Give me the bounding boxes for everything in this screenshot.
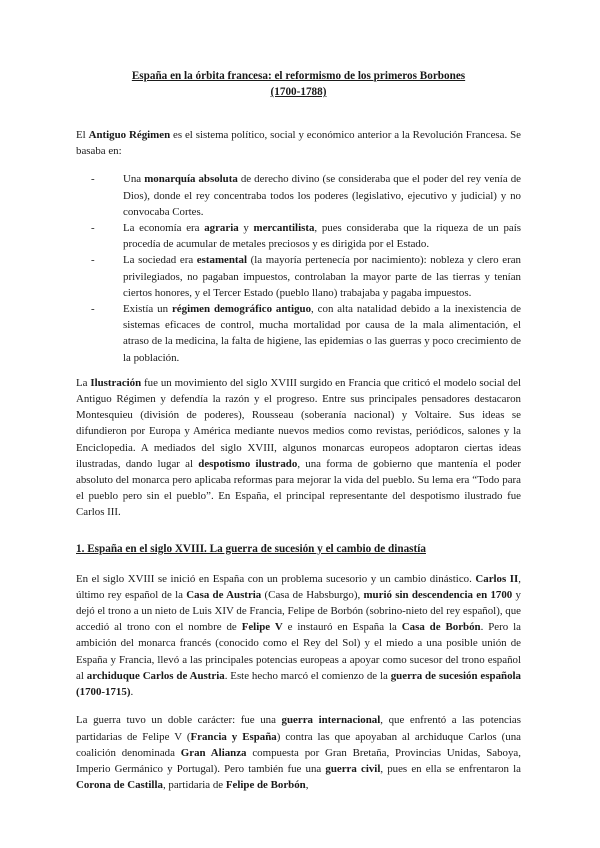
text-run: . <box>130 686 134 699</box>
text-run: El <box>76 129 89 141</box>
bold-term: Gran Alianza <box>180 746 247 759</box>
text-run: La guerra tuvo un doble carácter: fue una <box>76 714 282 727</box>
text-run: compuesta por Gran Bretaña, Provincias Unidas, Saboya, Imperio Germánico y Portugal). Pero también fue una <box>76 746 521 775</box>
bold-term: Casa de Austria <box>186 588 262 601</box>
text-run: Existía un <box>123 303 172 316</box>
bullet-sociedad <box>91 252 521 301</box>
bullet-economia <box>91 220 521 252</box>
antiguo-regimen-list <box>76 171 521 365</box>
text-run: es el sistema político, social y económico anterior a la Revolución Francesa. Se basaba en: <box>76 129 521 158</box>
text-run: ) contra las que apoyaban al archiduque Carlos (una coalición denominada <box>76 730 521 759</box>
bold-term: guerra de sucesión española (1700-1715) <box>76 669 521 699</box>
title-line-1: España en la órbita francesa: el reformismo de los primeros Borbones <box>131 70 466 82</box>
text-run: La economía era <box>123 222 205 235</box>
text-run: . Pero la ambición del monarca francés (conocido como el Rey del Sol) y el miedo a una posible unión de España y Francia, llevó a las principales potencias europeas a apoyar como sucesor del trono español al <box>76 621 521 682</box>
bold-term: Felipe de Borbón <box>225 779 306 792</box>
section-1-heading: 1. España en el siglo XVIII. La guerra de sucesión y el cambio de dinastía <box>76 542 426 555</box>
text-run: (la mayoría pertenecía por nacimiento): nobleza y clero eran privilegiados, no pagaban impuestos, controlaban la mayor parte de las tierras y tenían ciertos honores, y el Tercer Estado (pueblo llano) trabajaba y pagaba impuestos. <box>123 254 521 299</box>
text-run: , una forma de gobierno que mantenía el poder absoluto del monarca pero aplicaba reformas para mejorar la vida del pueblo. Su lema era “Todo para el pueblo pero sin el pueblo”. En España, el principal representante del despotismo ilustrado fue Carlos III. <box>76 457 521 519</box>
bold-term: Antiguo Régimen <box>88 129 171 141</box>
intro-paragraph <box>76 127 521 159</box>
text-run: , partidaria de <box>162 779 226 792</box>
text-run: de derecho divino (se consideraba que el poder del rey venía de Dios), donde el rey concentraba todos los poderes (legislativo, ejecutivo y judicial) y no convocaba Cortes. <box>123 173 521 218</box>
text-run: e instauró en España la <box>282 621 402 634</box>
bold-term: régimen demográfico antiguo <box>171 303 312 316</box>
document-title <box>76 68 521 100</box>
bold-term: estamental <box>196 254 248 267</box>
bold-term: despotismo ilustrado <box>198 457 298 470</box>
section-1-paragraph-2 <box>76 712 521 793</box>
text-run: , <box>305 779 309 792</box>
bullet-monarquia <box>91 171 521 220</box>
bold-term: Carlos II <box>475 572 519 585</box>
bold-term: guerra civil <box>325 762 381 775</box>
text-run: , pues en ella se enfrentaron la <box>380 762 522 775</box>
text-run: . Este hecho marcó el comienzo de la <box>224 669 391 682</box>
text-run: fue un movimiento del siglo XVIII surgido en Francia que criticó el modelo social del Antiguo Régimen y defendía la razón y el progreso. Entre sus principales pensadores destacaron Montesquieu (división de poderes), Rousseau (soberanía nacional) y Voltaire. Sus ideas se difundieron por Europa y América mediante nuevos medios como revistas, periódicos, salones y la Enciclopedia. A mediados del siglo XVIII, algunos monarcas europeos adoptaron ciertas ideas ilustradas, dando lugar al <box>76 376 521 470</box>
text-run: En el siglo XVIII se inició en España con un problema sucesorio y un cambio dinástico. <box>76 572 476 585</box>
text-run: (Casa de Habsburgo), <box>261 588 364 601</box>
bold-term: Felipe V <box>241 621 283 634</box>
text-run: , último rey español de la <box>76 572 522 601</box>
bold-term: guerra internacional <box>281 714 381 727</box>
text-run: , que enfrentó a las potencias partidarias de Felipe V ( <box>76 714 521 743</box>
bold-term: Francia y España <box>190 730 277 743</box>
section-1-paragraph-1 <box>76 571 521 701</box>
bold-term: monarquía absoluta <box>144 173 238 186</box>
text-run: y <box>238 222 254 235</box>
bold-term: mercantilista <box>253 222 315 235</box>
bold-term: archiduque Carlos de Austria <box>86 669 225 682</box>
text-run: , pues consideraba que la riqueza de un país procedía de acumular de metales preciosos y es dirigida por el Estado. <box>123 222 521 251</box>
text-run: , con alta natalidad debido a la inexistencia de sistemas eficaces de control, mucha mortalidad por causa de la mala alimentación, el atraso de la medicina, la falta de higiene, las epidemias o las guerras y poco crecimiento de la población. <box>123 303 521 364</box>
bold-term: murió sin descendencia en 1700 <box>363 588 513 601</box>
text-run: y dejó el trono a un nieto de Luis XIV de Francia, Felipe de Borbón (sobrino-nieto del rey español), que accedió al trono con el nombre de <box>76 588 521 634</box>
title-line-2: (1700-1788) <box>270 86 327 98</box>
bold-term: Corona de Castilla <box>76 779 163 792</box>
bullet-demografia <box>91 301 521 366</box>
text-run: La <box>76 376 91 389</box>
bold-term: agraria <box>204 222 239 235</box>
bold-term: Casa de Borbón <box>401 621 481 634</box>
text-run: Una <box>123 173 145 186</box>
ilustracion-paragraph <box>76 375 521 521</box>
bold-term: Ilustración <box>90 376 142 389</box>
text-run: La sociedad era <box>123 254 197 267</box>
